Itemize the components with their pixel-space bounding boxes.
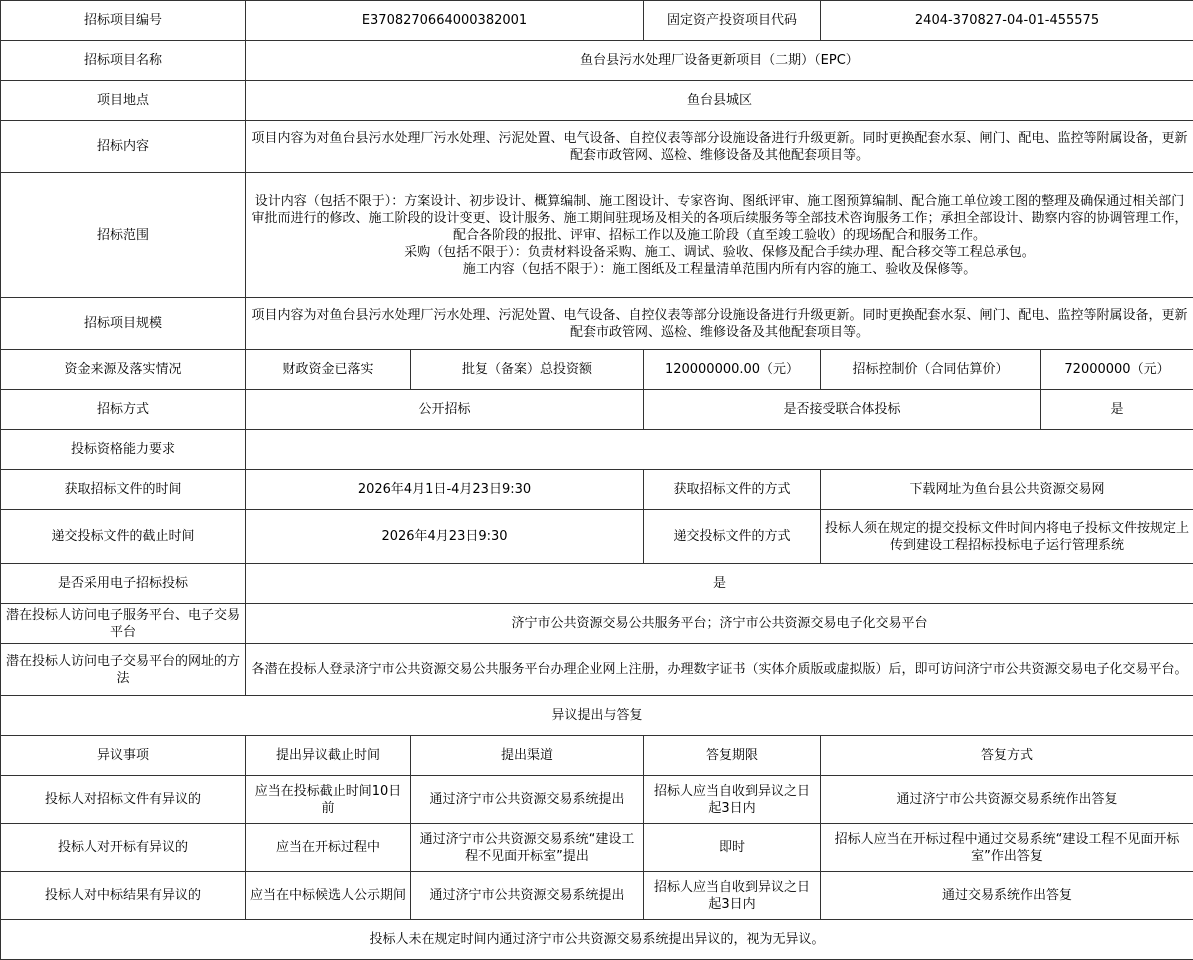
objection-header-reply-period: 答复期限 [644, 736, 821, 776]
tender-content-label: 招标内容 [1, 121, 246, 173]
tender-content-value: 项目内容为对鱼台县污水处理厂污水处理、污泥处置、电气设备、自控仪表等部分设施设备进行升级更新。同时更换配套水泵、闸门、配电、监控等附属设备，更新配套市政管网、巡检、维修设备及其他配套项目等。 [246, 121, 1193, 173]
scope-construction-line: 施工内容（包括不限于）：施工图纸及工程量清单范围内所有内容的施工、验收及保修等。 [250, 261, 1189, 278]
objection-matter: 投标人对招标文件有异议的 [1, 776, 246, 824]
objection-matter: 投标人对开标有异议的 [1, 824, 246, 872]
objection-channel: 通过济宁市公共资源交易系统“建设工程不见面开标室”提出 [411, 824, 644, 872]
objection-deadline: 应当在中标候选人公示期间 [246, 872, 411, 920]
project-code-label: 招标项目编号 [1, 1, 246, 41]
objection-reply-method: 通过交易系统作出答复 [821, 872, 1193, 920]
objection-reply-period: 招标人应当自收到异议之日起3日内 [644, 776, 821, 824]
platform-url-method-value: 各潜在投标人登录济宁市公共资源交易公共服务平台办理企业网上注册，办理数字证书（实体介质版或虚拟版）后，即可访问济宁市公共资源交易电子化交易平台。 [246, 644, 1193, 696]
scope-procurement-line: 采购（包括不限于）：负责材料设备采购、施工、调试、验收、保修及配合手续办理、配合移交等工程总承包。 [250, 244, 1189, 261]
submission-method-value: 投标人须在规定的提交投标文件时间内将电子投标文件按规定上传到建设工程招标投标电子运行管理系统 [821, 510, 1193, 564]
control-price-value: 72000000（元） [1041, 350, 1193, 390]
obtain-method-value: 下载网址为鱼台县公共资源交易网 [821, 470, 1193, 510]
electronic-tender-value: 是 [246, 564, 1193, 604]
fixed-asset-code-value: 2404-370827-04-01-455575 [821, 1, 1193, 41]
objection-header-deadline: 提出异议截止时间 [246, 736, 411, 776]
obtain-method-label: 获取招标文件的方式 [644, 470, 821, 510]
objection-header-reply-method: 答复方式 [821, 736, 1193, 776]
platform-url-method-label: 潜在投标人访问电子交易平台的网址的方法 [1, 644, 246, 696]
obtain-time-label: 获取招标文件的时间 [1, 470, 246, 510]
project-scale-label: 招标项目规模 [1, 298, 246, 350]
tender-method-label: 招标方式 [1, 390, 246, 430]
approved-investment-label: 批复（备案）总投资额 [411, 350, 644, 390]
table-row [1, 824, 1193, 872]
funding-label: 资金来源及落实情况 [1, 350, 246, 390]
tender-method-value: 公开招标 [246, 390, 644, 430]
fixed-asset-code-label: 固定资产投资项目代码 [644, 1, 821, 41]
project-scale-value: 项目内容为对鱼台县污水处理厂污水处理、污泥处置、电气设备、自控仪表等部分设施设备进行升级更新。同时更换配套水泵、闸门、配电、监控等附属设备，更新配套市政管网、巡检、维修设备及其他配套项目等。 [246, 298, 1193, 350]
project-location-label: 项目地点 [1, 81, 246, 121]
project-name-label: 招标项目名称 [1, 41, 246, 81]
objection-section-title: 异议提出与答复 [1, 696, 1193, 736]
obtain-time-value: 2026年4月1日-4月23日9:30 [246, 470, 644, 510]
platform-access-value: 济宁市公共资源交易公共服务平台；济宁市公共资源交易电子化交易平台 [246, 604, 1193, 644]
objection-channel: 通过济宁市公共资源交易系统提出 [411, 776, 644, 824]
tender-scope-value [246, 173, 1193, 298]
submission-deadline-label: 递交投标文件的截止时间 [1, 510, 246, 564]
platform-access-label: 潜在投标人访问电子服务平台、电子交易平台 [1, 604, 246, 644]
submission-deadline-value: 2026年4月23日9:30 [246, 510, 644, 564]
objection-channel: 通过济宁市公共资源交易系统提出 [411, 872, 644, 920]
approved-investment-value: 120000000.00（元） [644, 350, 821, 390]
objection-reply-period: 即时 [644, 824, 821, 872]
tender-scope-label: 招标范围 [1, 173, 246, 298]
objection-deadline: 应当在开标过程中 [246, 824, 411, 872]
objection-header-channel: 提出渠道 [411, 736, 644, 776]
consortium-value: 是 [1041, 390, 1193, 430]
objection-deadline: 应当在投标截止时间10日前 [246, 776, 411, 824]
objection-matter: 投标人对中标结果有异议的 [1, 872, 246, 920]
funding-source-value: 财政资金已落实 [246, 350, 411, 390]
objection-reply-period: 招标人应当自收到异议之日起3日内 [644, 872, 821, 920]
project-location-value: 鱼台县城区 [246, 81, 1193, 121]
scope-design-line: 设计内容（包括不限于）：方案设计、初步设计、概算编制、施工图设计、专家咨询、图纸评审、施工图预算编制、配合施工单位竣工图的整理及确保通过相关部门审批而进行的修改、施工阶段的设计变更、设计服务、施工期间驻现场及相关的各项后续服务等全部技术咨询服务工作；承担全部设计、勘察内容的协调管理工作，配合各阶段的报批、评审、招标工作以及施工阶段（直至竣工验收）的现场配合和服务工作。 [250, 193, 1189, 244]
objection-header-matter: 异议事项 [1, 736, 246, 776]
consortium-label: 是否接受联合体投标 [644, 390, 1041, 430]
electronic-tender-label: 是否采用电子招标投标 [1, 564, 246, 604]
control-price-label: 招标控制价（合同估算价） [821, 350, 1041, 390]
objection-reply-method: 招标人应当在开标过程中通过交易系统“建设工程不见面开标室”作出答复 [821, 824, 1193, 872]
table-row [1, 776, 1193, 824]
qualification-value [246, 430, 1193, 470]
project-name-value: 鱼台县污水处理厂设备更新项目（二期）（EPC） [246, 41, 1193, 81]
objection-footer-note: 投标人未在规定时间内通过济宁市公共资源交易系统提出异议的，视为无异议。 [1, 920, 1193, 960]
submission-method-label: 递交投标文件的方式 [644, 510, 821, 564]
table-row [1, 872, 1193, 920]
project-code-value: E3708270664000382001 [246, 1, 644, 41]
objection-reply-method: 通过济宁市公共资源交易系统作出答复 [821, 776, 1193, 824]
qualification-label: 投标资格能力要求 [1, 430, 246, 470]
